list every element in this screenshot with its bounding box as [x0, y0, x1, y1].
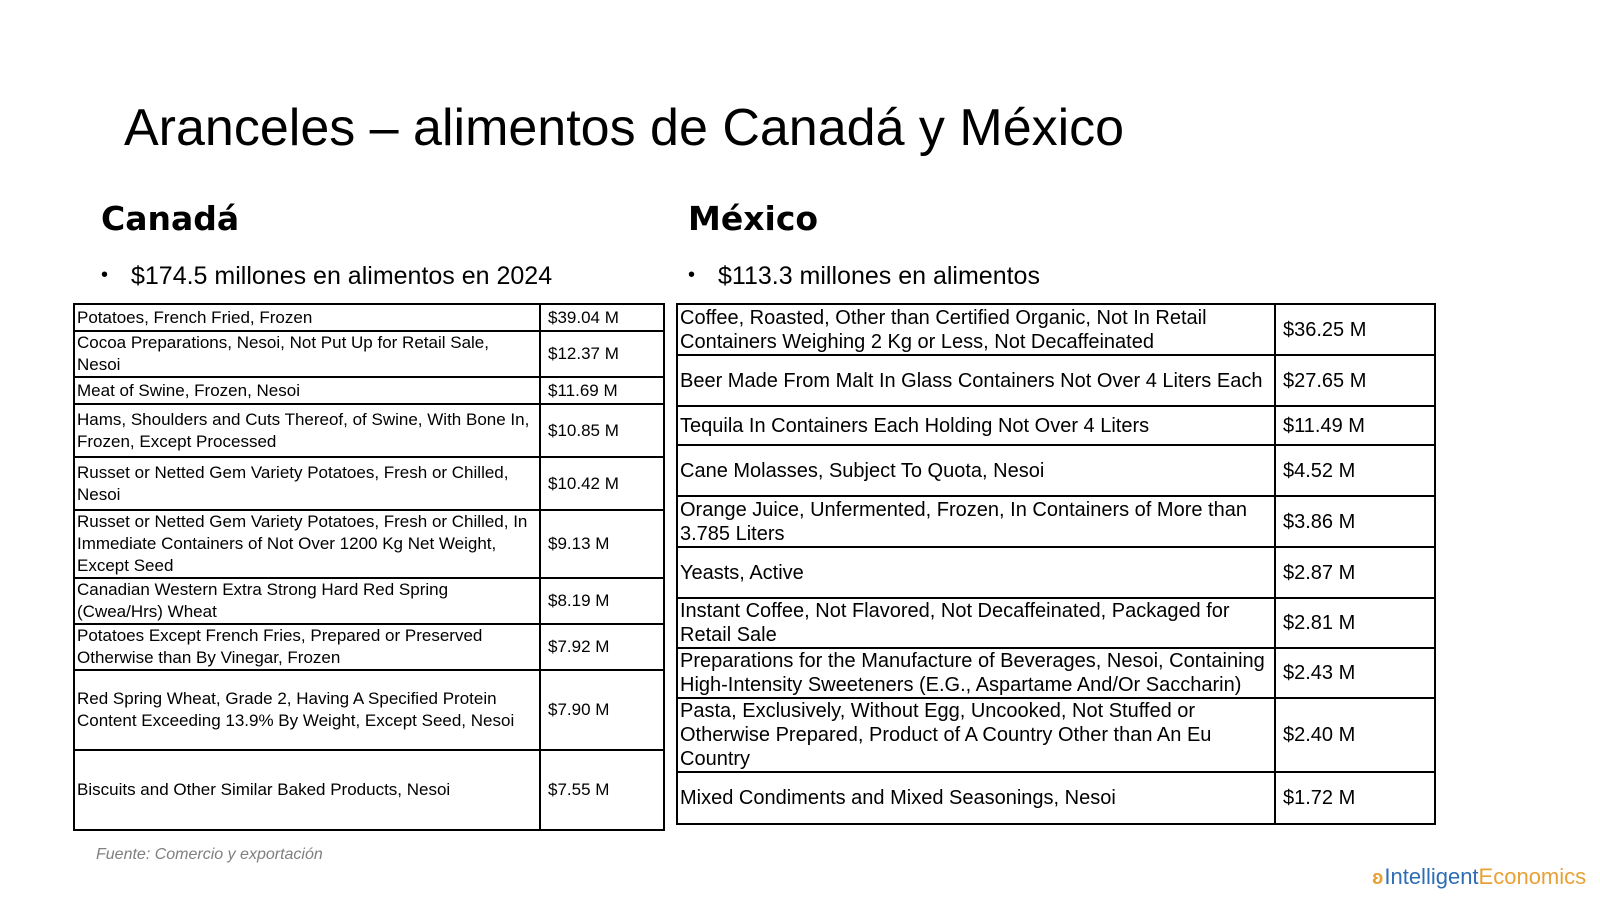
table-row	[74, 457, 664, 510]
value-cell: $4.52 M	[1275, 445, 1435, 496]
item-cell: Preparations for the Manufacture of Beverages, Nesoi, Containing High-Intensity Sweeteners (E.G., Aspartame And/Or Saccharin)	[677, 648, 1275, 698]
value-cell: $10.42 M	[540, 457, 664, 510]
canada-heading: Canadá	[101, 199, 240, 238]
item-cell: Mixed Condiments and Mixed Seasonings, Nesoi	[677, 772, 1275, 824]
value-cell: $7.92 M	[540, 624, 664, 670]
bullet-dot-icon: •	[688, 264, 696, 286]
value-cell: $11.69 M	[540, 377, 664, 404]
item-cell: Biscuits and Other Similar Baked Products, Nesoi	[74, 750, 540, 830]
item-cell: Potatoes Except French Fries, Prepared or Preserved Otherwise than By Vinegar, Frozen	[74, 624, 540, 670]
item-cell: Russet or Netted Gem Variety Potatoes, Fresh or Chilled, In Immediate Containers of Not Over 1200 Kg Net Weight, Except Seed	[74, 510, 540, 578]
intelligent-economics-logo	[1372, 866, 1586, 888]
item-cell: Orange Juice, Unfermented, Frozen, In Containers of More than 3.785 Liters	[677, 496, 1275, 547]
item-cell: Beer Made From Malt In Glass Containers Not Over 4 Liters Each	[677, 355, 1275, 406]
mexico-bullet	[688, 264, 1040, 289]
item-cell: Yeasts, Active	[677, 547, 1275, 598]
value-cell: $7.55 M	[540, 750, 664, 830]
value-cell: $10.85 M	[540, 404, 664, 457]
value-cell: $2.81 M	[1275, 598, 1435, 648]
table-row	[74, 578, 664, 624]
item-cell: Tequila In Containers Each Holding Not Over 4 Liters	[677, 406, 1275, 445]
value-cell: $2.87 M	[1275, 547, 1435, 598]
value-cell: $3.86 M	[1275, 496, 1435, 547]
table-row	[677, 772, 1435, 824]
table-row	[677, 547, 1435, 598]
table-row	[677, 698, 1435, 772]
table-row	[74, 670, 664, 750]
value-cell: $11.49 M	[1275, 406, 1435, 445]
item-cell: Hams, Shoulders and Cuts Thereof, of Swine, With Bone In, Frozen, Except Processed	[74, 404, 540, 457]
table-row	[74, 304, 664, 331]
value-cell: $1.72 M	[1275, 772, 1435, 824]
table-row	[74, 331, 664, 377]
slide-title: Aranceles – alimentos de Canadá y México	[124, 99, 1125, 157]
item-cell: Meat of Swine, Frozen, Nesoi	[74, 377, 540, 404]
table-row	[677, 598, 1435, 648]
value-cell: $12.37 M	[540, 331, 664, 377]
mexico-table	[676, 303, 1436, 825]
source-note: Fuente: Comercio y exportación	[96, 846, 323, 863]
table-row	[74, 404, 664, 457]
value-cell: $9.13 M	[540, 510, 664, 578]
item-cell: Canadian Western Extra Strong Hard Red Spring (Cwea/Hrs) Wheat	[74, 578, 540, 624]
table-row	[677, 355, 1435, 406]
item-cell: Cocoa Preparations, Nesoi, Not Put Up for Retail Sale, Nesoi	[74, 331, 540, 377]
canada-bullet-text: $174.5 millones en alimentos en 2024	[131, 262, 553, 290]
item-cell: Instant Coffee, Not Flavored, Not Decaffeinated, Packaged for Retail Sale	[677, 598, 1275, 648]
value-cell: $36.25 M	[1275, 304, 1435, 355]
item-cell: Red Spring Wheat, Grade 2, Having A Specified Protein Content Exceeding 13.9% By Weight, Except Seed, Nesoi	[74, 670, 540, 750]
item-cell: Coffee, Roasted, Other than Certified Organic, Not In Retail Containers Weighing 2 Kg or Less, Not Decaffeinated	[677, 304, 1275, 355]
logo-mark-icon: ʚ	[1372, 867, 1384, 889]
mexico-heading: México	[688, 199, 819, 238]
table-row	[677, 648, 1435, 698]
value-cell: $2.43 M	[1275, 648, 1435, 698]
bullet-dot-icon: •	[101, 264, 109, 286]
value-cell: $7.90 M	[540, 670, 664, 750]
table-row	[677, 496, 1435, 547]
table-row	[74, 750, 664, 830]
item-cell: Russet or Netted Gem Variety Potatoes, Fresh or Chilled, Nesoi	[74, 457, 540, 510]
table-row	[74, 624, 664, 670]
canada-table	[73, 303, 665, 831]
value-cell: $2.40 M	[1275, 698, 1435, 772]
value-cell: $27.65 M	[1275, 355, 1435, 406]
value-cell: $39.04 M	[540, 304, 664, 331]
table-row	[677, 406, 1435, 445]
mexico-bullet-text: $113.3 millones en alimentos	[718, 262, 1040, 290]
item-cell: Cane Molasses, Subject To Quota, Nesoi	[677, 445, 1275, 496]
item-cell: Potatoes, French Fried, Frozen	[74, 304, 540, 331]
canada-bullet	[101, 264, 552, 289]
table-row	[677, 445, 1435, 496]
item-cell: Pasta, Exclusively, Without Egg, Uncooked, Not Stuffed or Otherwise Prepared, Product of A Country Other than An Eu Country	[677, 698, 1275, 772]
logo-text-economics: Economics	[1478, 864, 1587, 889]
table-row	[74, 510, 664, 578]
value-cell: $8.19 M	[540, 578, 664, 624]
logo-text-intelligent: Intelligent	[1384, 864, 1479, 889]
table-row	[74, 377, 664, 404]
table-row	[677, 304, 1435, 355]
